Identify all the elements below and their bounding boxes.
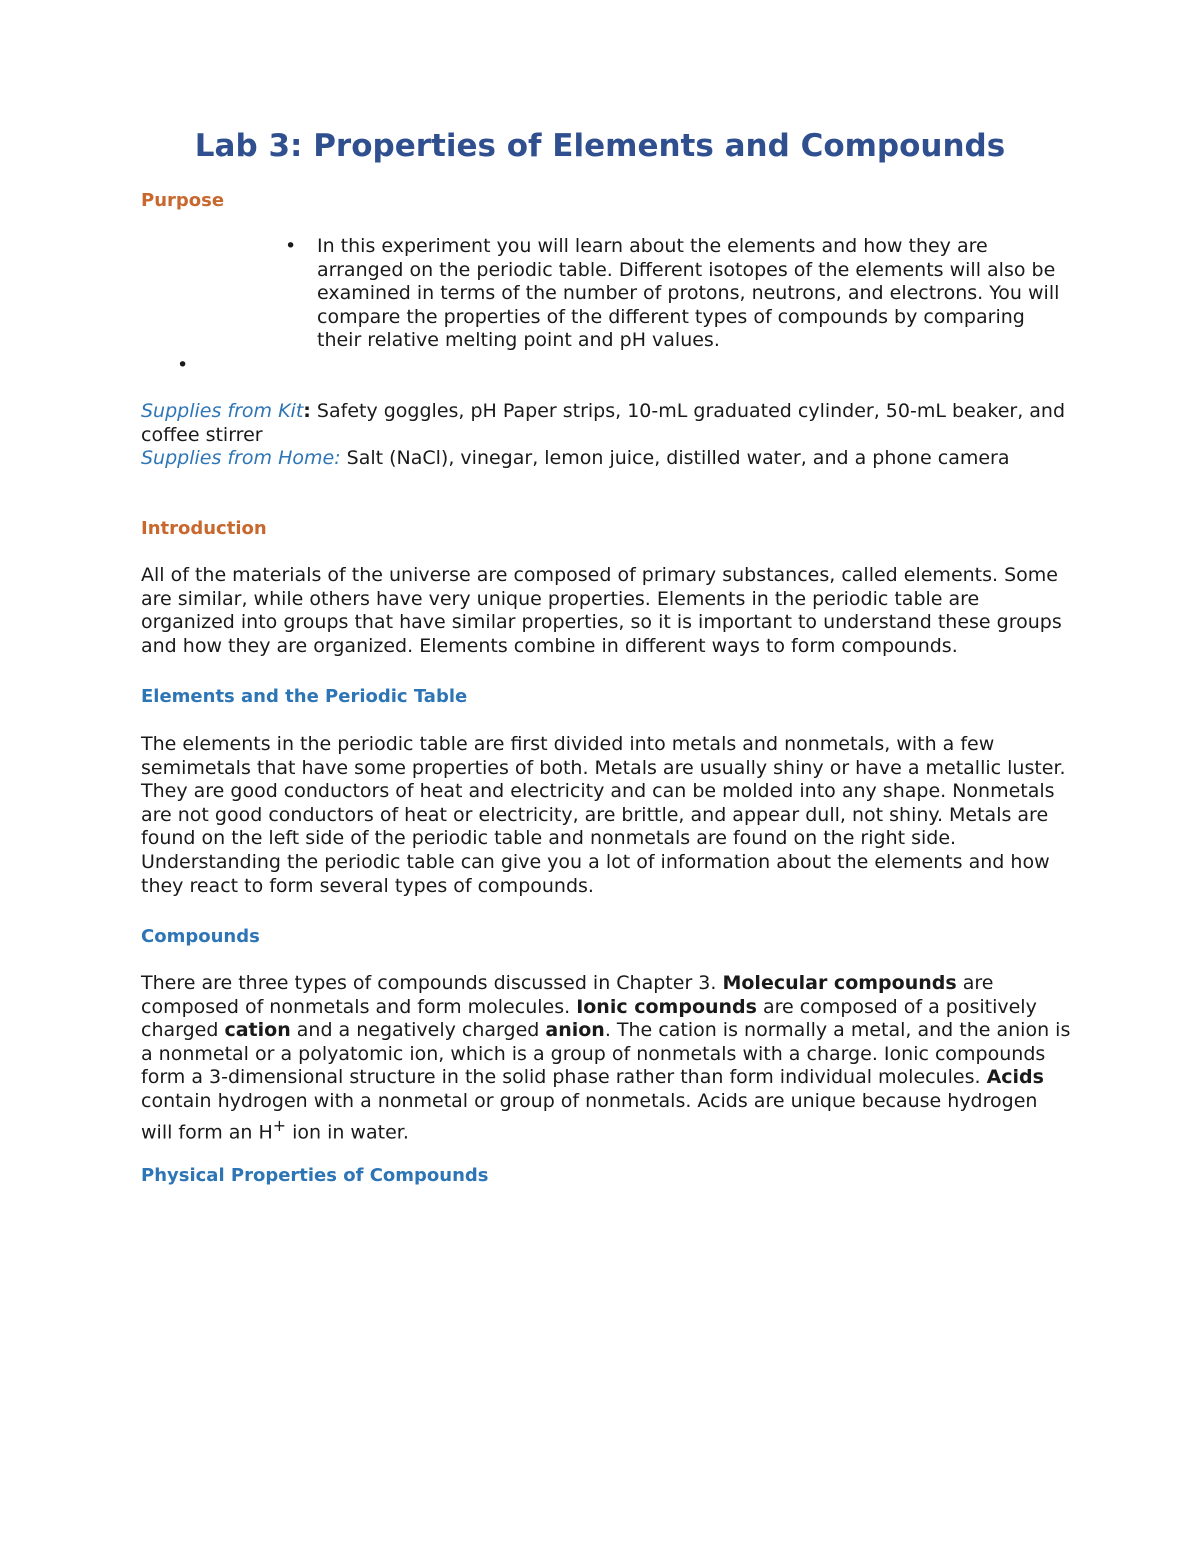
introduction-text: All of the materials of the universe are composed of primary substances, called elements. Some are similar, while others have very unique properties. Elements in the periodic table are organized into groups that have similar properties, so it is important to understand these groups and how they are organized. Elements combine in different ways to form compounds.	[141, 564, 1062, 657]
elements-text: The elements in the periodic table are first divided into metals and nonmetals, with a few semimetals that have some properties of both. Metals are usually shiny or have a metallic luster. They are good conductors of heat and electricity and can be molded into any shape. Nonmetals are not good conductors of heat or electricity, are brittle, and appear dull, not shiny. Metals are found on the left side of the periodic table and nonmetals are found on the right side. Understanding the periodic table can give you a lot of information about the elements and how they react to form several types of compounds.	[141, 733, 1066, 897]
compounds-text-part: are composed of a positively charged	[141, 995, 1037, 1042]
compounds-text-part: . The cation is normally a metal, and the anion is a nonmetal or a polyatomic ion, which is a group of nonmetals with a charge. Ionic compounds form a 3-dimensional structure in the solid phase rather than form individual molecules.	[141, 1019, 1071, 1089]
introduction-heading: Introduction	[141, 518, 267, 539]
compounds-heading: Compounds	[141, 926, 260, 947]
term-molecular-compounds: Molecular compounds	[722, 972, 957, 994]
compounds-text-part: contain hydrogen with a nonmetal or group of nonmetals. Acids are unique because hydrogen will form an H	[141, 1089, 1038, 1143]
page-title: Lab 3: Properties of Elements and Compounds	[194, 128, 1006, 164]
term-anion: anion	[545, 1019, 605, 1042]
supplies-home-text: Salt (NaCl), vinegar, lemon juice, distilled water, and a phone camera	[340, 447, 1010, 469]
term-acids: Acids	[986, 1066, 1044, 1089]
supplies-kit-colon: :	[303, 400, 311, 422]
elements-heading: Elements and the Periodic Table	[141, 686, 468, 707]
compounds-text-part: There are three types of compounds discussed in Chapter 3.	[141, 972, 723, 994]
bullet-marker: •	[285, 235, 297, 257]
supplies-home-colon: :	[334, 447, 341, 469]
compounds-text	[141, 972, 1071, 1144]
supplies-kit	[141, 400, 1071, 447]
supplies-home-label: Supplies from Home	[141, 447, 335, 469]
supplies-kit-text: Safety goggles, pH Paper strips, 10-mL graduated cylinder, 50-mL beaker, and coffee stirrer	[141, 400, 1066, 446]
compounds-text-part: ion in water.	[286, 1120, 409, 1143]
empty-bullet-marker: •	[177, 354, 189, 376]
compounds-text-part: are composed of nonmetals and form molecules.	[141, 972, 994, 1018]
term-ionic-compounds: Ionic compounds	[576, 995, 757, 1018]
compounds-text-part: and a negatively charged	[290, 1019, 546, 1042]
supplies-kit-label: Supplies from Kit	[141, 400, 304, 422]
purpose-heading: Purpose	[141, 190, 225, 211]
superscript-plus: +	[272, 1115, 287, 1135]
term-cation: cation	[224, 1019, 291, 1042]
physical-properties-heading: Physical Properties of Compounds	[141, 1165, 489, 1186]
supplies-home	[141, 447, 1071, 471]
purpose-bullet-text: In this experiment you will learn about the elements and how they are arranged on the periodic table. Different isotopes of the elements will also be examined in terms of the number of protons, neutrons, and electrons. You will compare the properties of the different types of compounds by comparing their relative melting point and pH values.	[317, 235, 1060, 352]
